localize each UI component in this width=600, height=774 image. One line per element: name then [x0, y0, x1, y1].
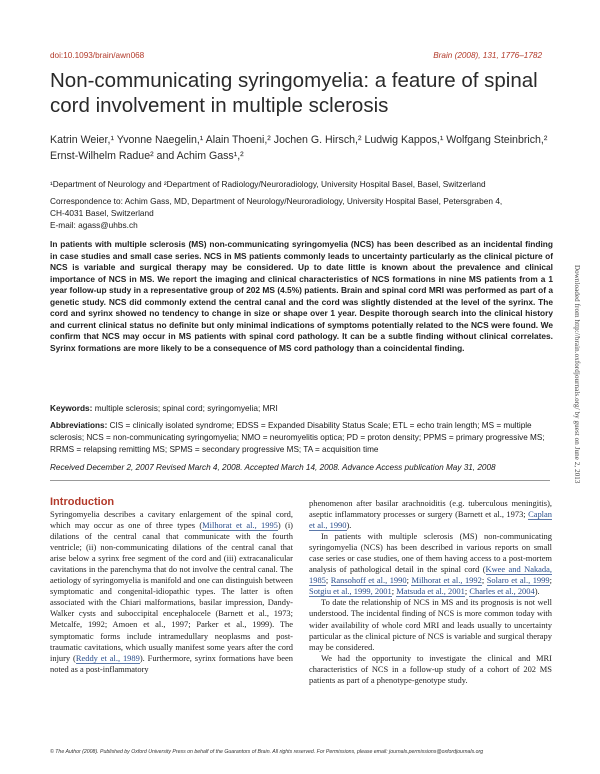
citation-link[interactable]: Kwee and Nakada, 1985 — [309, 564, 552, 586]
correspondence-email[interactable]: E-mail: agass@uhbs.ch — [50, 219, 138, 230]
author-list — [50, 133, 550, 164]
text-run: Syringomyelia describes a cavitary enlargement of the spinal cord, which may occur as one of three types ( — [50, 509, 293, 531]
abbreviations — [50, 420, 553, 456]
journal-citation: Brain (2008), 131, 1776–1782 — [433, 51, 542, 60]
text-run: ). — [346, 520, 352, 531]
abbreviations-text: CIS = clinically isolated syndrome; EDSS = Expanded Disability Status Scale; ETL = echo train length; MS = multiple sclerosis; NCS = non-communicating syringomyelia; NMO = neuromyelitis optica; PD = proton density; PPMS = primary progressive MS; RRMS = relapsing remitting MS; SPMS = secondary progressive MS; TA = acquisition time — [50, 421, 545, 454]
citation-link[interactable]: Charles et al., 2004 — [469, 586, 535, 597]
citation-link[interactable]: Sotgiu et al., 1999, 2001 — [309, 586, 392, 597]
text-run: ; — [549, 575, 552, 586]
citation-link[interactable]: Reddy et al., 1989 — [75, 652, 140, 663]
doi-label: doi:10.1093/brain/awn068 — [50, 51, 145, 60]
correspondence-line-1: Correspondence to: Achim Gass, MD, Department of Neurology/Neuroradiology, University Hospital Basel, Petersgraben 4, — [50, 196, 503, 206]
citation-link[interactable]: Solaro et al., 1999 — [486, 575, 550, 586]
intro-paragraph-4: We had the opportunity to investigate the clinical and MRI characteristics of NCS in a follow-up study of a cohort of 202 MS patients as part of a phenotype-genotype study. — [309, 652, 552, 685]
text-run: ; — [406, 575, 412, 586]
abbreviations-label: Abbreviations: — [50, 421, 108, 430]
section-divider — [50, 480, 550, 481]
citation-link[interactable]: Caplan et al., 1990 — [309, 509, 552, 531]
keywords — [50, 402, 550, 414]
citation-link[interactable]: Milhorat et al., 1995 — [202, 520, 278, 531]
keywords-label: Keywords: — [50, 403, 93, 413]
affiliation: ¹Department of Neurology and ²Department of Radiology/Neuroradiology, University Hospital Basel, Basel, Switzerland — [50, 179, 486, 189]
intro-paragraph-1 — [50, 509, 293, 675]
text-run: phenomenon after basilar arachnoiditis (e.g. tuberculous meningitis), aseptic inflammatory processes or surgery (Barnett et al., 1973; — [309, 498, 552, 520]
text-run: ; — [391, 586, 397, 597]
correspondence-line-2: CH-4031 Basel, Switzerland — [50, 207, 154, 218]
introduction-heading: Introduction — [50, 496, 115, 508]
intro-paragraph-2 — [309, 531, 552, 597]
author-line-2: Ernst-Wilhelm Radue² and Achim Gass¹,² — [50, 149, 244, 162]
intro-paragraph-3: To date the relationship of NCS in MS and its prognosis is not well understood. The incidental finding of NCS is more common today with wider availability of whole cord MRI and leads usually to uncertainty particular as the clinical picture of NCS is variable and surgical therapy may be considered. — [309, 597, 552, 652]
citation-link[interactable]: Milhorat et al., 1992 — [411, 575, 482, 586]
abstract: In patients with multiple sclerosis (MS) non-communicating syringomyelia (NCS) has been described as an incidental finding in case studies and small case series. NCS in MS patients commonly leads to uncertainty particularly as the clinical picture of NCS is variable and surgical therapy may be considered. Up to date little is known about the prevalence and clinical importance of NCS in MS. We report the imaging and clinical characteristics of NCS formations in nine MS patients from a 1 year follow-up study in a representative group of 202 MS (4.5%) patients. Brain and spinal cord MRI was performed as part of a genetic study. NCS did commonly extend the central canal and the cord was slightly distended at the level of the syrinx. The cord and syrinx showed no tendency to change in size or shape over 1 year. Despite thorough search into the clinical history and current clinical status no definite but only minimal indications of symptoms potentially related to the NCS were found. We confirm that NCS may occur in MS patients with spinal cord pathology. It can be a subtle finding without clinical correlates. Syrinx formations are more likely to be a consequence of MS cord pathology than a coincidental finding. — [50, 239, 553, 353]
correspondence — [50, 196, 550, 231]
citation-link[interactable]: Ransohoff et al., 1990 — [330, 575, 407, 586]
text-run: ). Furthermore, syrinx formations have been noted as a post-inflammatory — [50, 652, 293, 674]
body-column-left — [50, 509, 293, 675]
text-run: ; — [464, 586, 470, 597]
received-dates: Received December 2, 2007 Revised March 4, 2008. Accepted March 14, 2008. Advance Access publication May 31, 2008 — [50, 463, 496, 472]
text-run: ) (i) dilations of the central canal that communicate with the fourth ventricle; (ii) non-communicating dilations of the central canal that arise below a syrinx free segment of the cord and (iii) extracanalicular cavitations in the parenchyma that do not involve the central canal. The aetiology of syringomyelia is manifold and one can distinguish between symptomatic and congenital-idiopathic types. The latter is often associated with the Chiari malformations, basilar impression, Dandy-Walker cysts and suboccipital encephalocele (Barnett et al., 1973; Metcalfe, 1992; Amoen et al., 1997; Parker et al., 1999). The symptomatic forms include intramedullary neoplasms and post-traumatic cavitations, which usually manifest some years after the cord injury ( — [50, 520, 293, 663]
text-run: In patients with multiple sclerosis (MS) non-communicating syringomyelia (NCS) has been described in various reports on small case series or case studies, one of them having access to a post-mortem analysis of pathological detail in the spinal cord ( — [309, 531, 552, 575]
download-watermark: Downloaded from http://brain.oxfordjournals.org/ by guest on June 2, 2013 — [573, 265, 581, 484]
copyright-footer: © The Author (2008). Published by Oxford University Press on behalf of the Guarantors of Brain. All rights reserved. For Permissions, please email: journals.permissions@oxfordjournals.org — [50, 749, 484, 755]
text-run: ; — [325, 575, 331, 586]
author-line-1: Katrin Weier,¹ Yvonne Naegelin,¹ Alain Thoeni,² Jochen G. Hirsch,² Ludwig Kappos,¹ Wolfgang Steinbrich,² — [50, 134, 548, 146]
body-column-right — [309, 498, 552, 686]
intro-paragraph-cont — [309, 498, 552, 531]
article-title: Non-communicating syringomyelia: a feature of spinal cord involvement in multiple sclerosis — [50, 69, 538, 117]
citation-link[interactable]: Matsuda et al., 2001 — [396, 586, 465, 597]
text-run: ). — [534, 586, 540, 597]
keywords-text: multiple sclerosis; spinal cord; syringomyelia; MRI — [92, 403, 278, 413]
text-run: ; — [481, 575, 487, 586]
